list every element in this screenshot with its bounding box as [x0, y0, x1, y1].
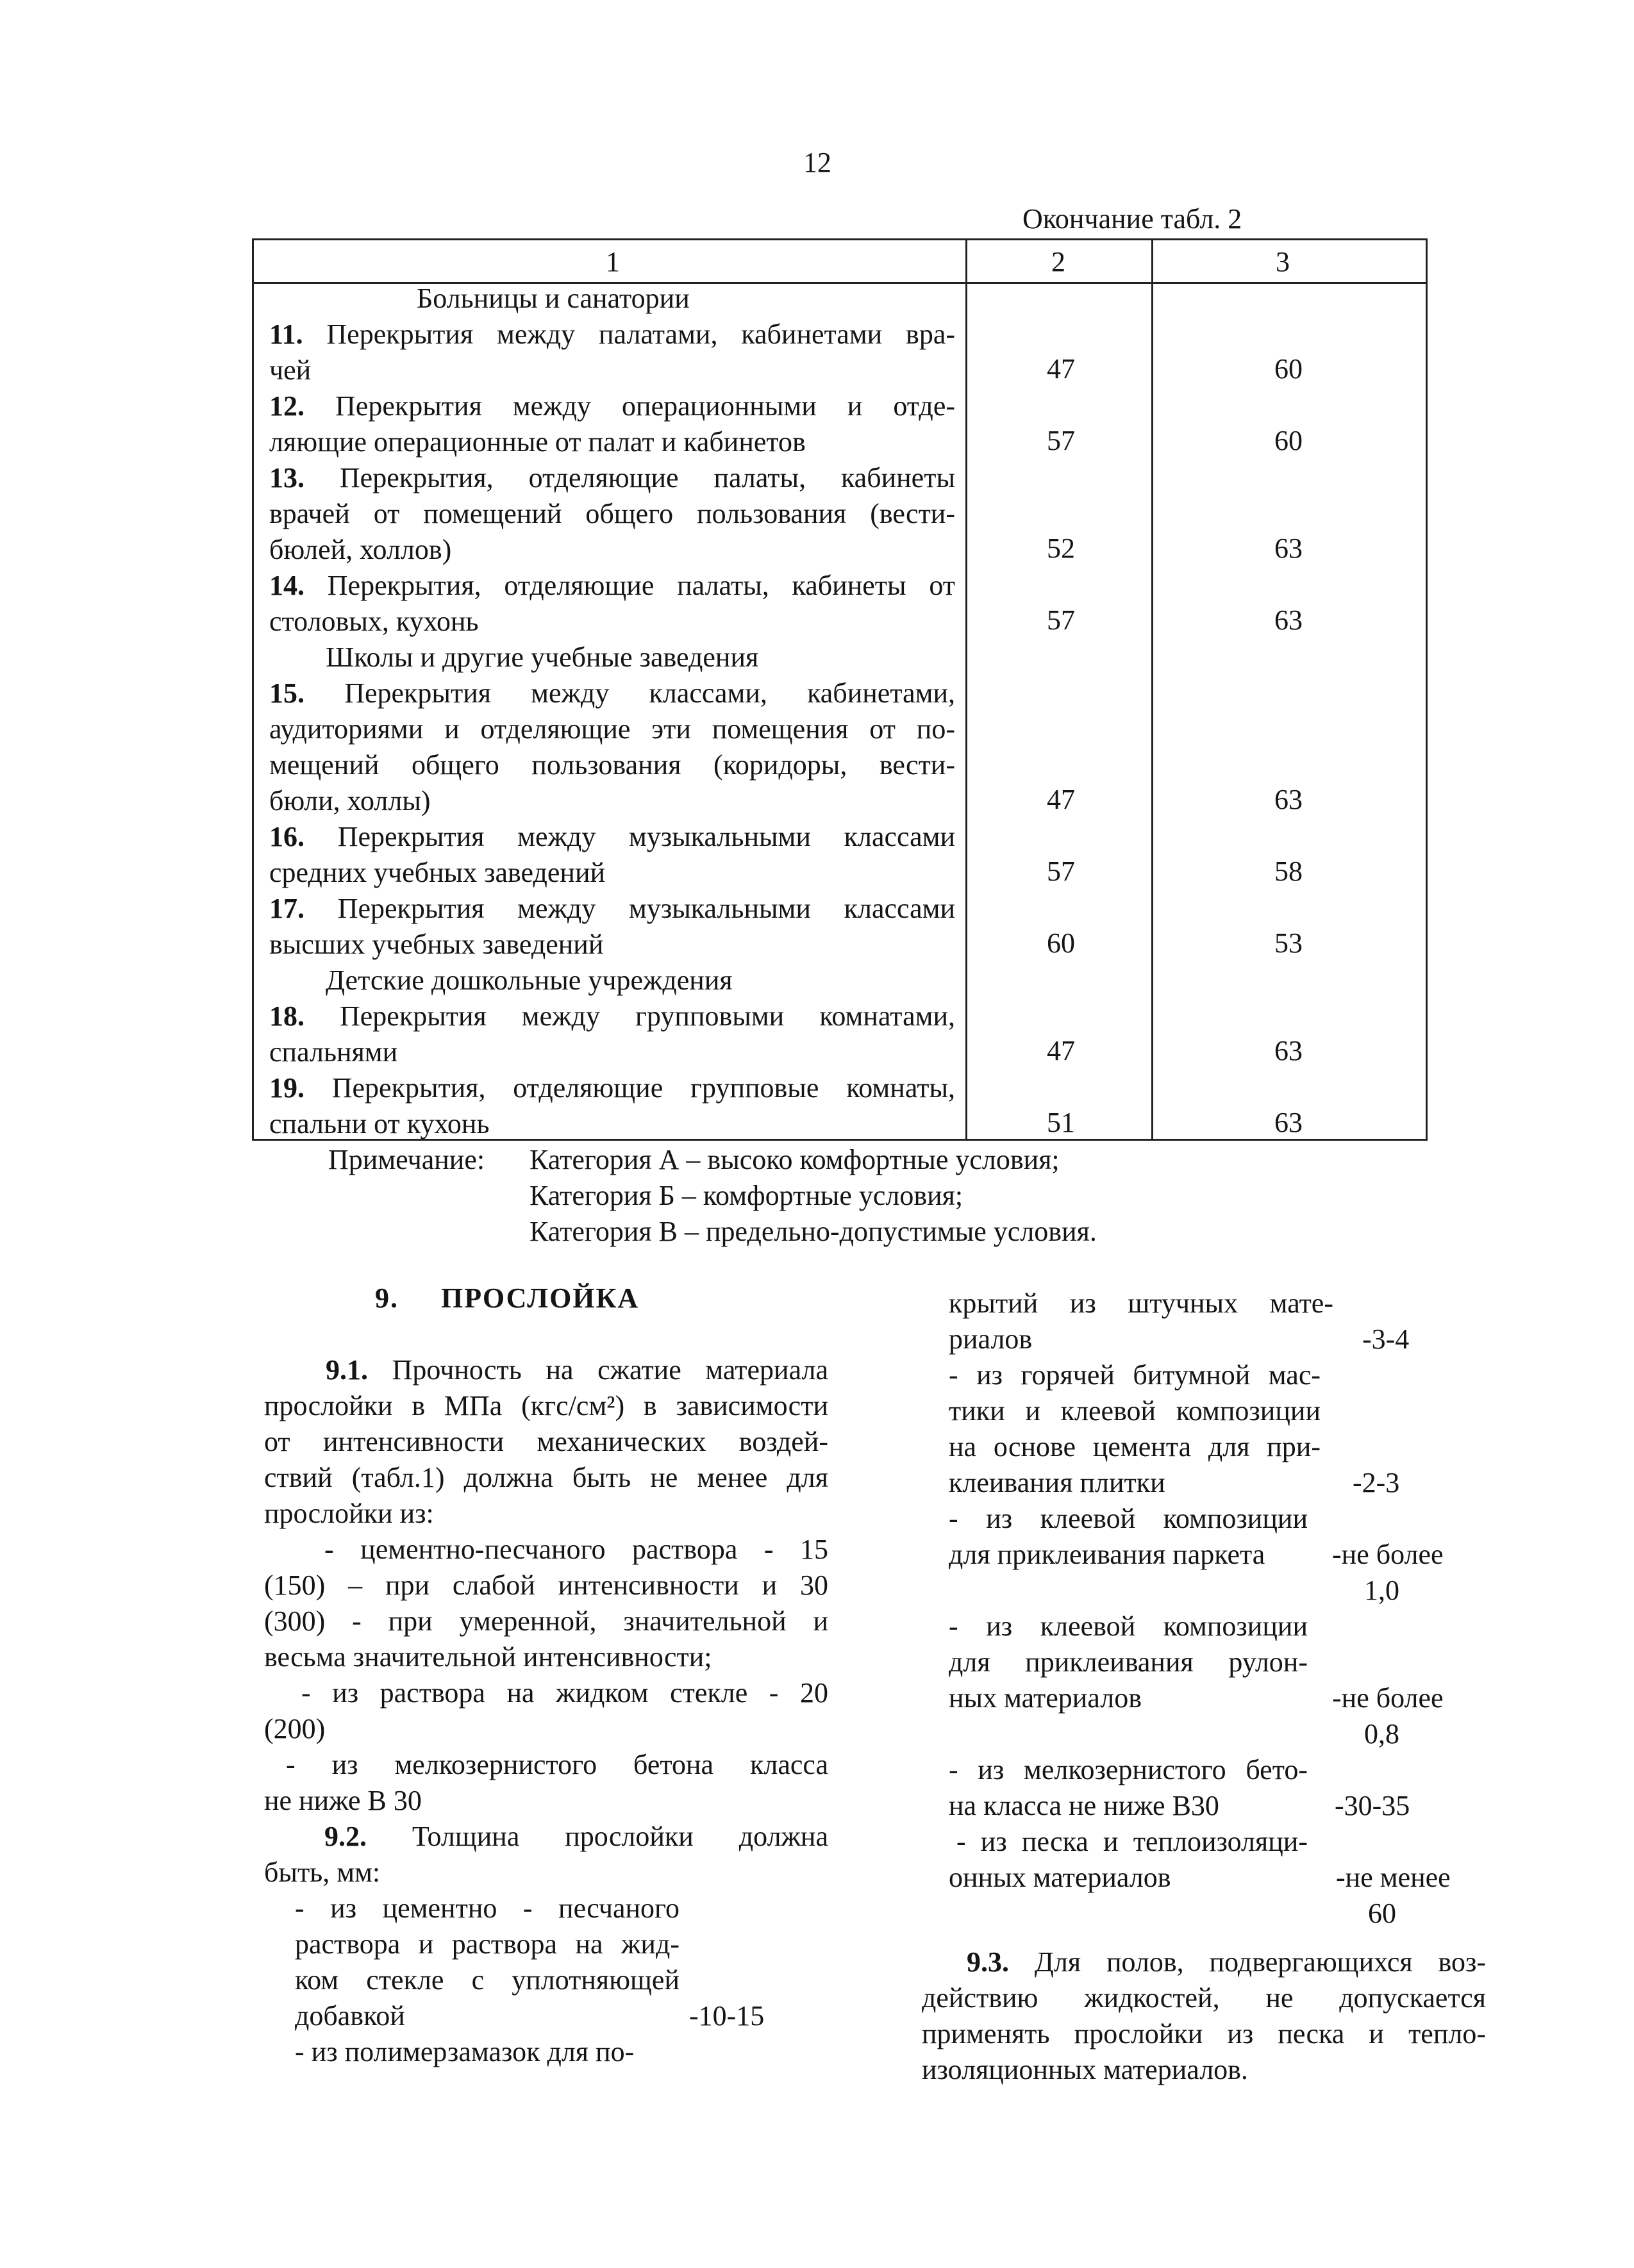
row-number: 14.	[269, 570, 304, 601]
item-value: 0,8	[1364, 1718, 1399, 1750]
note-line: Категория Б – комфортные условия;	[529, 1180, 963, 1211]
paragraph-number: 9.3.	[967, 1946, 1009, 1978]
item-text: ком стекле с уплотняющей	[295, 1964, 679, 1996]
item-text: для приклеивания рулон-	[949, 1646, 1308, 1678]
row-text: Перекрытия между групповыми комнатами,	[340, 1000, 955, 1032]
table-header-col1: 1	[606, 246, 620, 277]
thickness-item	[949, 1752, 1308, 1824]
row-number: 13.	[269, 462, 304, 493]
paragraph-text: прослойки в МПа (кгс/см²) в зависимости	[264, 1390, 828, 1421]
row-text: аудиториями и отделяющие эти помещения от по-	[269, 713, 955, 745]
row-text: Перекрытия между музыкальными классами	[337, 893, 956, 924]
row-text: мещений общего пользования (коридоры, вести-	[269, 749, 955, 781]
item-text: - из горячей битумной мас-	[949, 1359, 1321, 1391]
row-text: бюли, холлы)	[269, 785, 431, 816]
paragraph-line	[922, 1944, 1486, 1980]
cell-value: 63	[1274, 533, 1303, 564]
row-text: столовых, кухонь	[269, 606, 479, 637]
paragraph-text: Для полов, подвергающихся воз-	[1034, 1946, 1486, 1978]
item-value: -не более	[1332, 1682, 1444, 1714]
cell-value: 58	[1274, 856, 1303, 887]
paragraph-text: действию жидкостей, не допускается	[922, 1982, 1486, 2014]
paragraph-text: - из мелкозернистого бетона класса	[286, 1749, 828, 1780]
paragraph-9-2	[264, 1819, 828, 1855]
note-line: Категория В – предельно-допустимые условия.	[529, 1216, 1097, 1247]
paragraph-9-1	[264, 1352, 828, 1388]
row-number: 12.	[269, 390, 304, 422]
row-text: Перекрытия между палатами, кабинетами вра-	[326, 319, 956, 350]
cell-value: 63	[1274, 1035, 1303, 1066]
item-text: - из цементно - песчаного	[295, 1892, 679, 1924]
column-divider	[965, 240, 967, 1139]
item-text: - из клеевой композиции	[949, 1610, 1308, 1642]
paragraph-text: Прочность на сжатие материала	[392, 1354, 828, 1386]
paragraph-text: (200)	[264, 1713, 326, 1744]
paragraph-text: Толщина прослойки должна	[412, 1821, 828, 1852]
thickness-item	[949, 1357, 1321, 1501]
item-text: клеивания плитки	[949, 1467, 1165, 1498]
item-text: крытий из штучных мате-	[949, 1287, 1333, 1319]
table-header-col2: 2	[1051, 246, 1065, 277]
item-text: тики и клеевой композиции	[949, 1395, 1321, 1427]
row-text: Перекрытия между операционными и отде-	[335, 390, 955, 422]
item-value: -не менее	[1336, 1862, 1451, 1893]
note-line: Категория А – высоко комфортные условия;	[529, 1144, 1060, 1175]
row-text: высших учебных заведений	[269, 929, 604, 960]
group-title: Детские дошкольные учреждения	[326, 964, 733, 996]
row-text: средних учебных заведений	[269, 857, 606, 888]
row-text: Перекрытия между музыкальными классами	[337, 821, 956, 852]
table-header-col3: 3	[1276, 246, 1290, 277]
cell-value: 57	[1047, 604, 1075, 636]
left-column	[264, 1352, 828, 1891]
row-number: 17.	[269, 893, 304, 924]
thickness-item	[949, 1609, 1308, 1716]
section-number: 9.	[375, 1282, 399, 1314]
paragraph-text: - цементно-песчаного раствора - 15	[324, 1534, 828, 1565]
item-value: 1,0	[1364, 1575, 1399, 1606]
paragraph-text: ствий (табл.1) должна быть не менее для	[264, 1462, 828, 1493]
row-number: 16.	[269, 821, 304, 852]
paragraph-text: не ниже В 30	[264, 1785, 422, 1816]
item-text: раствора и раствора на жид-	[295, 1928, 679, 1960]
paragraph-text: - из раствора на жидком стекле - 20	[301, 1677, 828, 1709]
cell-value: 60	[1274, 425, 1303, 456]
item-value: -10-15	[689, 2000, 765, 2032]
item-text: - из песка и теплоизоляци-	[956, 1826, 1308, 1857]
paragraph-number: 9.1.	[326, 1354, 368, 1386]
row-number: 11.	[269, 319, 303, 350]
table-row-13	[269, 460, 955, 496]
cell-value: 60	[1047, 927, 1075, 959]
table-row-14	[269, 568, 955, 604]
table-row-18	[269, 998, 955, 1034]
table-row-12	[269, 388, 955, 424]
row-text: врачей от помещений общего пользования (вести-	[269, 498, 955, 529]
cell-value: 47	[1047, 353, 1075, 385]
item-text: - из мелкозернистого бето-	[949, 1754, 1308, 1785]
table-row-11	[269, 317, 955, 352]
group-title: Школы и другие учебные заведения	[326, 641, 759, 673]
paragraph-text: весьма значительной интенсивности;	[264, 1641, 712, 1673]
paragraph-text: прослойки из:	[264, 1498, 434, 1529]
thickness-item	[295, 1891, 679, 2034]
table-row-19	[269, 1070, 955, 1106]
item-text: добавкой	[295, 2000, 405, 2032]
paragraph-text: изоляционных материалов.	[922, 2054, 1248, 2085]
table-row-17	[269, 891, 955, 927]
row-text: чей	[269, 354, 312, 386]
item-value: -2-3	[1353, 1467, 1400, 1498]
thickness-item	[949, 1286, 1333, 1357]
row-text: спальни от кухонь	[269, 1108, 490, 1139]
group-title: Больницы и санатории	[417, 283, 690, 314]
paragraph-text: (300) - при умеренной, значительной и	[264, 1605, 828, 1637]
table-caption: Окончание табл. 2	[1022, 203, 1242, 235]
cell-value: 52	[1047, 533, 1075, 564]
item-text: - из полимерзамазок для по-	[295, 2036, 635, 2067]
table-row-15	[269, 675, 955, 711]
item-text: риалов	[949, 1323, 1033, 1355]
row-text: спальнями	[269, 1036, 398, 1068]
paragraph-number: 9.2.	[324, 1821, 367, 1852]
cell-value: 47	[1047, 784, 1075, 815]
cell-value: 51	[1047, 1107, 1075, 1138]
item-value: 60	[1368, 1898, 1396, 1929]
item-text: на основе цемента для при-	[949, 1431, 1321, 1462]
row-text: бюлей, холлов)	[269, 534, 452, 565]
row-text: Перекрытия, отделяющие палаты, кабинеты от	[327, 570, 955, 601]
row-number: 19.	[269, 1072, 304, 1104]
item-text: - из клеевой композиции	[949, 1503, 1308, 1534]
paragraph-9-3	[922, 1944, 1486, 2088]
row-number: 18.	[269, 1000, 304, 1032]
cell-value: 63	[1274, 604, 1303, 636]
table-row-16	[269, 819, 955, 855]
cell-value: 47	[1047, 1035, 1075, 1066]
cell-value: 53	[1274, 927, 1303, 959]
cell-value: 57	[1047, 425, 1075, 456]
cell-value: 57	[1047, 856, 1075, 887]
row-text: ляющие операционные от палат и кабинетов	[269, 426, 806, 458]
page-number: 12	[803, 147, 831, 178]
paragraph-text: быть, мм:	[264, 1857, 381, 1888]
cell-value: 63	[1274, 784, 1303, 815]
thickness-item	[949, 1501, 1308, 1573]
column-divider	[1151, 240, 1153, 1139]
row-text: Перекрытия, отделяющие групповые комнаты,	[331, 1072, 956, 1104]
item-text: на класса не ниже В30	[949, 1790, 1219, 1821]
item-value: -30-35	[1335, 1790, 1410, 1821]
item-text: для приклеивания паркета	[949, 1539, 1265, 1570]
paragraph-text: от интенсивности механических воздей-	[264, 1426, 828, 1457]
paragraph-text: применять прослойки из песка и тепло-	[922, 2018, 1486, 2049]
cell-value: 63	[1274, 1107, 1303, 1138]
item-value: -не более	[1332, 1539, 1444, 1570]
row-text: Перекрытия между классами, кабинетами,	[344, 677, 955, 709]
paragraph-text: (150) – при слабой интенсивности и 30	[264, 1569, 828, 1601]
item-text: онных материалов	[949, 1862, 1171, 1893]
section-title: ПРОСЛОЙКА	[441, 1282, 640, 1314]
row-text: Перекрытия, отделяющие палаты, кабинеты	[339, 462, 955, 493]
cell-value: 60	[1274, 353, 1303, 385]
item-text: ных материалов	[949, 1682, 1142, 1714]
item-value: -3-4	[1362, 1323, 1410, 1355]
thickness-item	[949, 1824, 1308, 1896]
note-label: Примечание:	[328, 1144, 485, 1175]
row-number: 15.	[269, 677, 304, 709]
